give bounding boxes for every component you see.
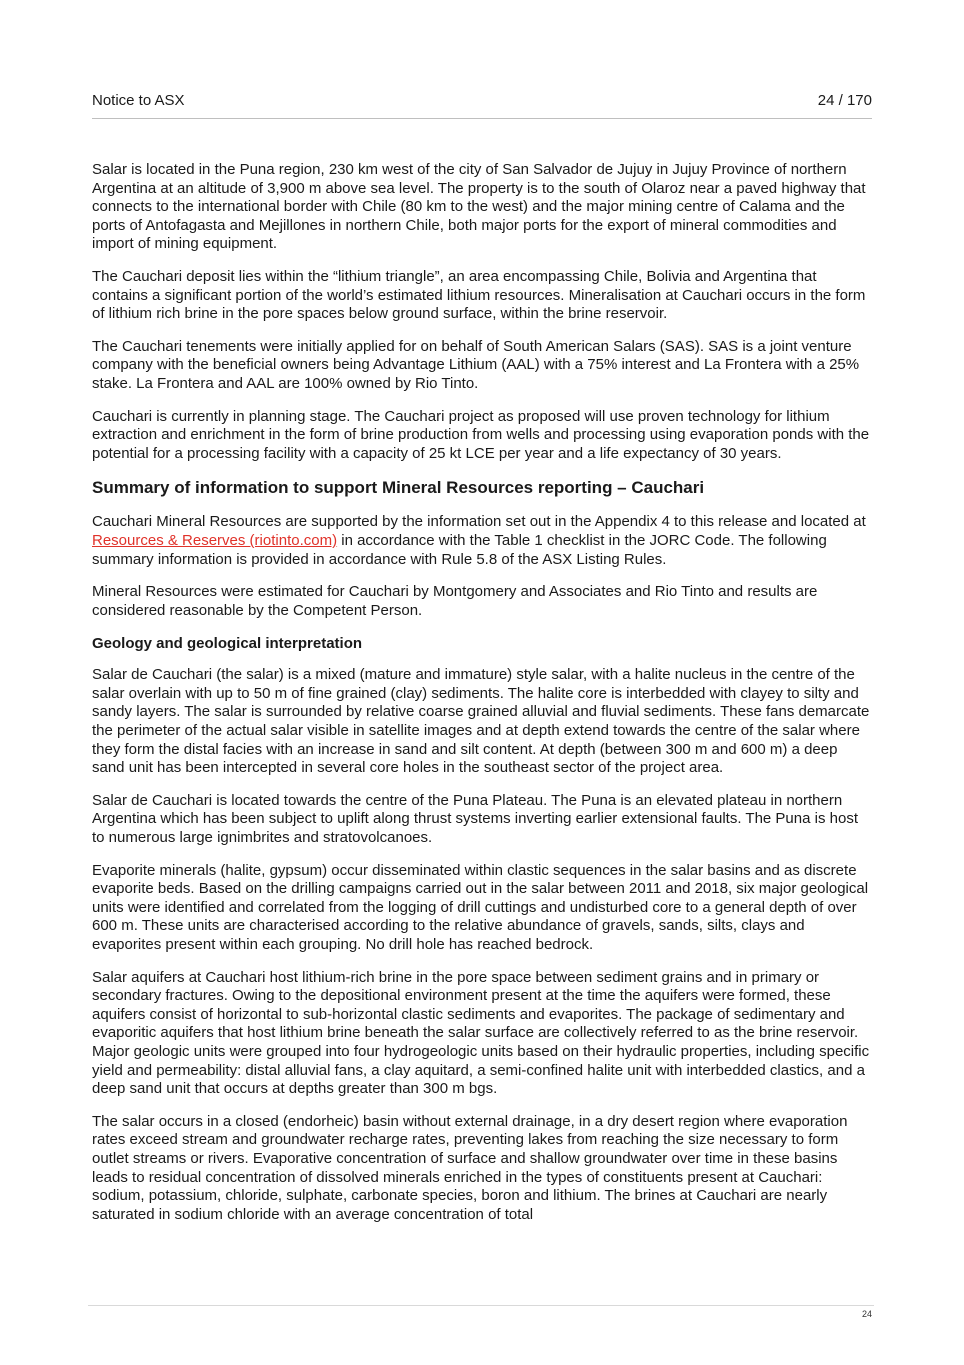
page-indicator: 24 / 170 [817,92,872,109]
document-body [92,161,874,1238]
section-heading-summary: Summary of information to support Mineral Resources reporting – Cauchari [92,478,705,498]
paragraph-location: Salar is located in the Puna region, 230 km west of the city of San Salvador de Jujuy in Jujuy Province of northern Argentina at an altitude of 3,900 m above sea level. The property is to the south of Olaroz near a paved highway that connects to the international border with Chile (80 km to the west) and the major mining centre of Calama and the ports of Antofagasta and Mejillones in northern Chile, both major ports for the export of mineral commodities and import of mining equipment. [92,161,866,253]
paragraph-salar-description: Salar de Cauchari (the salar) is a mixed (mature and immature) style salar, with a halite nucleus in the centre of the salar overlain with up to 50 m of fine grained (clay) sediments. The halite core is interbedded with clayey to silty and sandy layers. The salar is surrounded by relative coarse grained alluvial and fluvial sediments. These fans demarcate the perimeter of the actual salar visible in satellite images and at depth extend towards the centre of the salar where they form the distal facies with an increase in sand and silt content. At depth (between 300 m and 600 m) a deep sand unit has been intercepted in several core holes in the southeast sector of the project area. [92,666,870,777]
paragraph-tenements: The Cauchari tenements were initially applied for on behalf of South American Salars (SAS). SAS is a joint venture company with the beneficial owners being Advantage Lithium (AAL) with a 75% interest and La Frontera with a 25% stake. La Frontera and AAL are 100% owned by Rio Tinto. [92,337,860,392]
document-title: Notice to ASX [92,92,185,109]
page-footer [88,1305,874,1319]
footer-page-number: 24 [861,1309,872,1319]
paragraph-resources-support [92,513,874,569]
paragraph-salar-aquifers: Salar aquifers at Cauchari host lithium-rich brine in the pore space between sediment grains and in primary or secondary fractures. Owing to the depositional environment present at the time the aquifers were formed, these aquifers consist of horizontal to sub-horizontal clastic sediments and evaporites. The package of sedimentary and evaporitic aquifers that host lithium brine beneath the salar surface are collectively referred to as the brine reservoir. Major geologic units were grouped into four hydrogeologic units based on their hydraulic properties, including specific yield and permeability: distal alluvial fans, a clay aquitard, a semi-confined halite unit with interbedded clastics, and a deep sand unit that occurs at depths greater than 300 m bgs. [92,968,870,1098]
paragraph-evaporite-minerals: Evaporite minerals (halite, gypsum) occur disseminated within clastic sequences in the salar basins and as discrete evaporite beds. Based on the drilling campaigns carried out in the salar between 2011 and 2018, six major geological units were identified and correlated from the logging of drill cuttings and undisturbed core to a general depth of over 600 m. These units are characterised according to the relative abundance of gravels, sands, silts, clays and evaporites present within each grouping. No drill hole has reached bedrock. [92,861,869,953]
paragraph-planning-stage: Cauchari is currently in planning stage. The Cauchari project as proposed will use proven technology for lithium extraction and enrichment in the form of brine production from wells and processing using evaporation ponds with the potential for a processing facility with a capacity of 25 kt LCE per year and a life expectancy of 30 years. [92,407,870,462]
paragraph-text-before-link: Cauchari Mineral Resources are supported by the information set out in the Appendix 4 to this release and located at [92,513,866,531]
page-header [92,92,872,119]
paragraph-puna-plateau: Salar de Cauchari is located towards the centre of the Puna Plateau. The Puna is an elevated plateau in northern Argentina which has been subject to uplift along thrust systems inverting earlier extensional faults. The Puna is host to numerous large ignimbrites and stratovolcanoes. [92,791,858,847]
paragraph-text-after-link: in accordance with the Table 1 checklist in the JORC Code. The following summary information is provided in accordance with Rule 5.8 of the ASX Listing Rules. [92,531,827,568]
paragraph-closed-basin: The salar occurs in a closed (endorheic) basin without external drainage, in a dry desert region where evaporation rates exceed stream and groundwater recharge rates, preventing lakes from reaching the size necessary to form outlet streams or rivers. Evaporative concentration of surface and shallow groundwater over time in these basins leads to residual concentration of dissolved minerals enriched in the types of constituents present at Cauchari: sodium, potassium, chloride, sulphate, carbonate species, boron and lithium. The brines at Cauchari are nearly saturated in sodium chloride with an average concentration of total [92,1112,848,1223]
paragraph-estimation: Mineral Resources were estimated for Cauchari by Montgomery and Associates and Rio Tinto and results are considered reasonable by the Competent Person. [92,583,818,619]
paragraph-lithium-triangle: The Cauchari deposit lies within the “lithium triangle”, an area encompassing Chile, Bolivia and Argentina that contains a significant portion of the world’s estimated lithium resources. Mineralisation at Cauchari occurs in the form of lithium rich brine in the pore spaces below ground surface, within the brine reservoir. [92,267,866,323]
subheading-geology: Geology and geological interpretation [92,635,363,653]
resources-reserves-link[interactable]: Resources & Reserves (riotinto.com) [92,531,338,549]
